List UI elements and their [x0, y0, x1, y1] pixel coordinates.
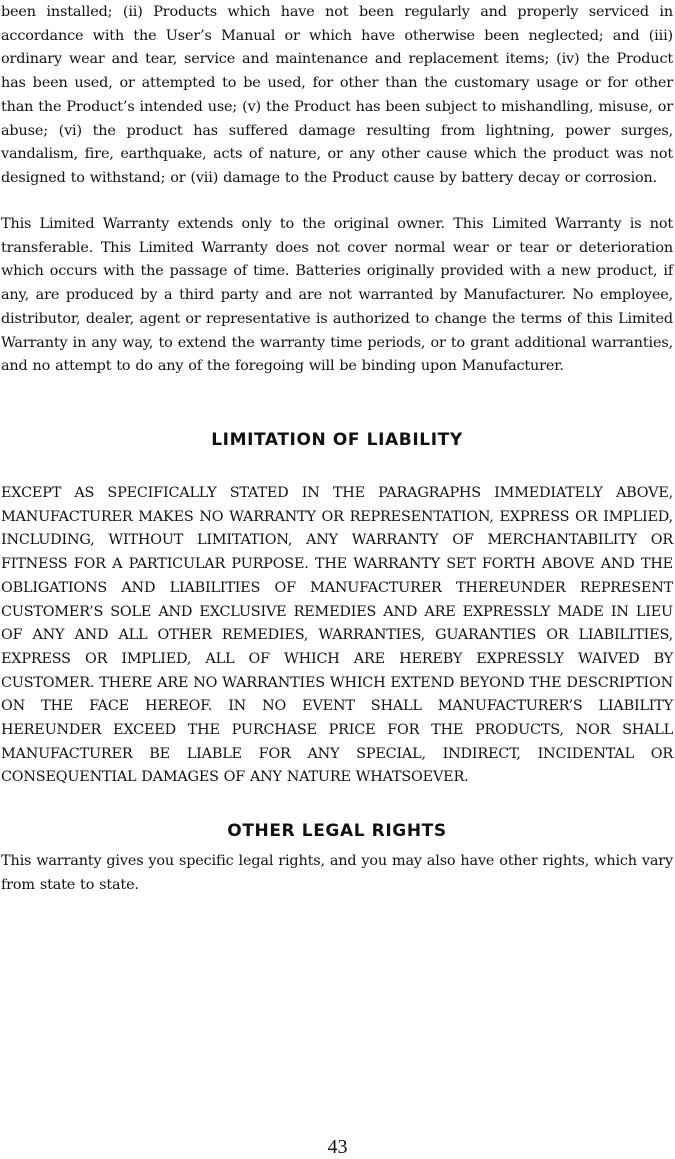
limitation-of-liability-paragraph: EXCEPT AS SPECIFICALLY STATED IN THE PARAGRAPHS IMMEDIATELY ABOVE, MANUFACTURER MAKES NO WARRANTY OR REPRESENTATION, EXPRESS OR IMPLIED, INCLUDING, WITHOUT LIMITATION, ANY WARRANTY OF MERCHANTABILITY OR FITNESS FOR A PARTICULAR PURPOSE. THE WARRANTY SET FORTH ABOVE AND THE OBLIGATIONS AND LIABILITIES OF MANUFACTURER THEREUNDER REPRESENT CUSTOMER’S SOLE AND EXCLUSIVE REMEDIES AND ARE EXPRESSLY MADE IN LIEU OF ANY AND ALL OTHER REMEDIES, WARRANTIES, GUARANTIES OR LIABILITIES, EXPRESS OR IMPLIED, ALL OF WHICH ARE HEREBY EXPRESSLY WAIVED BY CUSTOMER. THERE ARE NO WARRANTIES WHICH EXTEND BEYOND THE DESCRIPTION ON THE FACE HEREOF. IN NO EVENT SHALL MANUFACTURER’S LIABILITY HEREUNDER EXCEED THE PURCHASE PRICE FOR THE PRODUCTS, NOR SHALL MANUFACTURER BE LIABLE FOR ANY SPECIAL, INDIRECT, INCIDENTAL OR CONSEQUENTIAL DAMAGES OF ANY NATURE WHATSOEVER. [1, 485, 673, 786]
other-legal-rights-heading: OTHER LEGAL RIGHTS [227, 821, 447, 841]
warranty-scope-paragraph: This Limited Warranty extends only to the original owner. This Limited Warranty is not transferable. This Limited Warranty does not cover normal wear or tear or deterioration which occurs with the passage of time. Batteries originally provided with a new product, if any, are produced by a third party and are not warranted by Manufacturer. No employee, distributor, dealer, agent or representative is authorized to change the terms of this Limited Warranty in any way, to extend the warranty time periods, or to grant additional warranties, and no attempt to do any of the foregoing will be binding upon Manufacturer. [1, 216, 673, 375]
warranty-exclusions-paragraph: been installed; (ii) Products which have not been regularly and properly serviced in accordance with the User’s Manual or which have otherwise been neglected; and (iii) ordinary wear and tear, service and maintenance and replacement items; (iv) the Product has been used, or attempted to be used, for other than the customary usage or for other than the Product’s intended use; (v) the Product has been subject to mishandling, misuse, or abuse; (vi) the product has suffered damage resulting from lightning, power surges, vandalism, fire, earthquake, acts of nature, or any other cause which the product was not designed to withstand; or (vii) damage to the Product cause by battery decay or corrosion. [1, 4, 673, 186]
other-legal-rights-paragraph: This warranty gives you specific legal rights, and you may also have other rights, which vary from state to state. [1, 853, 673, 893]
limitation-of-liability-heading: LIMITATION OF LIABILITY [211, 430, 463, 450]
page-number: 43 [327, 1136, 348, 1158]
